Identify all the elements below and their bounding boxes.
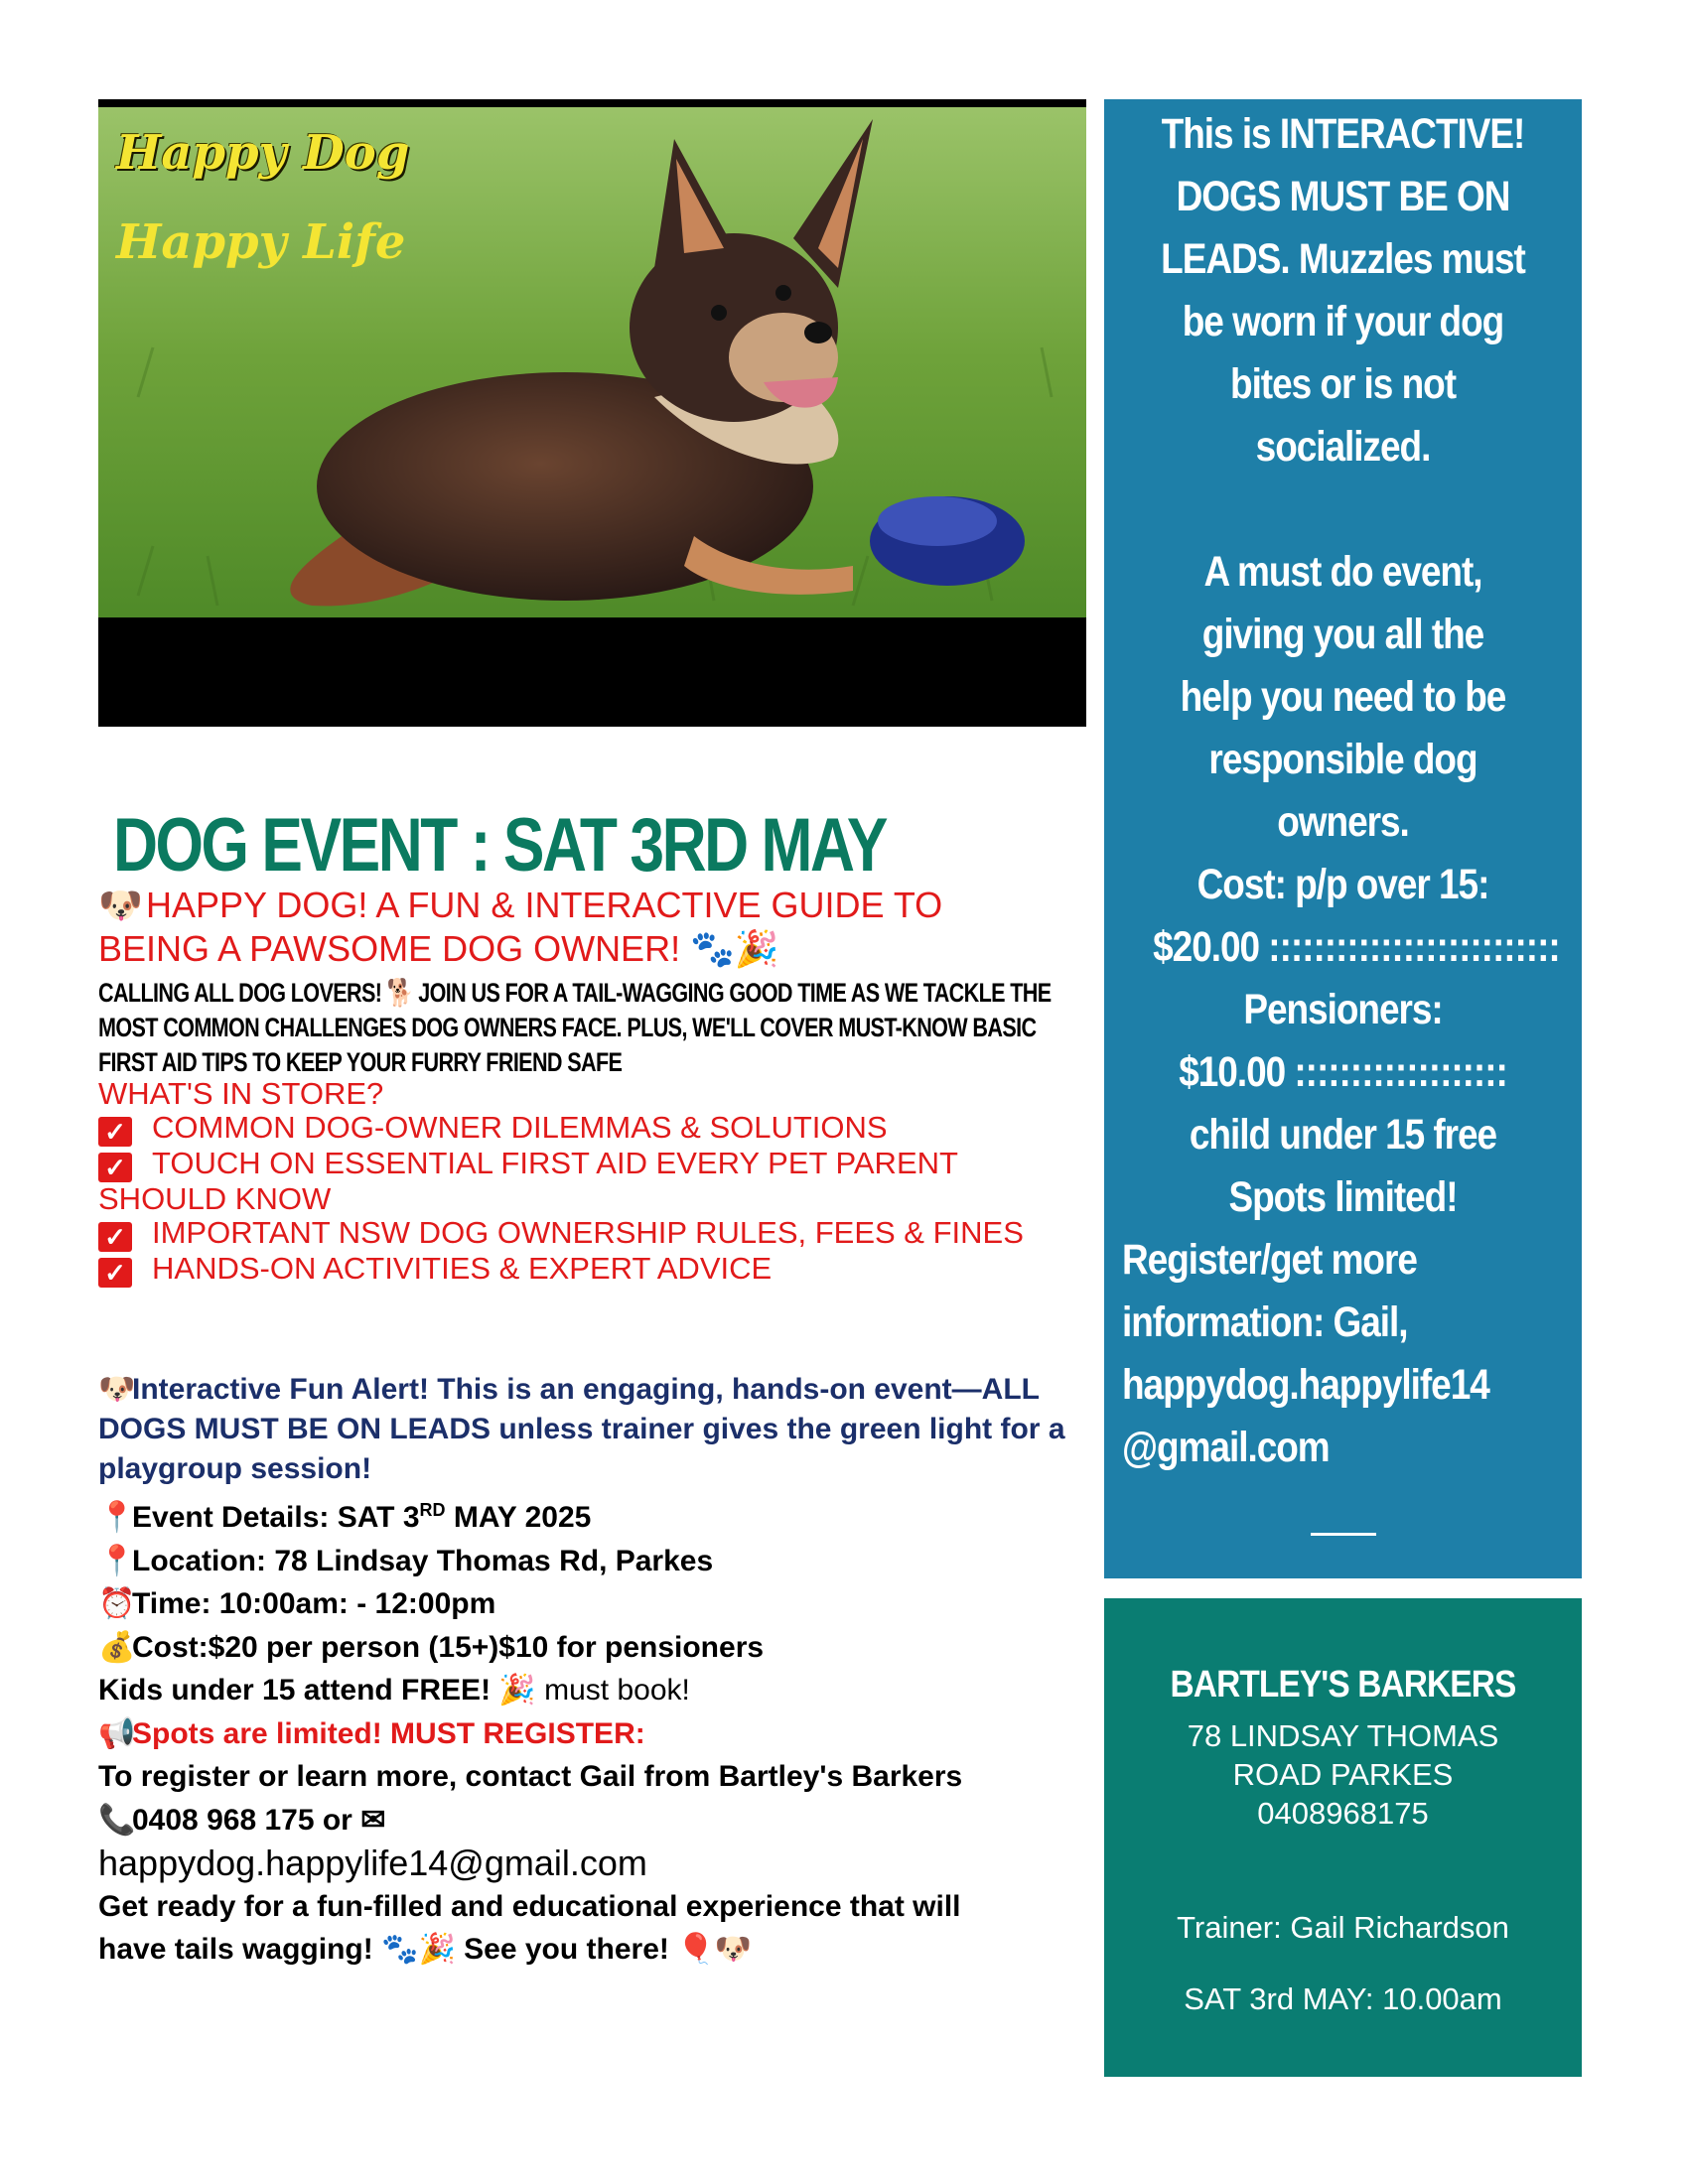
details-year: MAY 2025 bbox=[445, 1501, 592, 1534]
whats-in-store bbox=[98, 1077, 1081, 1288]
checkmark-icon: ✓ bbox=[98, 1222, 132, 1252]
panel-line: be worn if your dog bbox=[1182, 298, 1504, 345]
phone-text[interactable]: 0408 968 175 or bbox=[132, 1803, 352, 1837]
kids-must-book: must book! bbox=[544, 1674, 690, 1706]
headline-line2: BEING A PAWSOME DOG OWNER! bbox=[98, 928, 681, 969]
event-photo bbox=[98, 99, 1086, 727]
date-suffix: RD bbox=[419, 1500, 446, 1520]
register-row bbox=[98, 1755, 1091, 1799]
time-row bbox=[98, 1582, 1091, 1626]
info-panel bbox=[1104, 99, 1582, 1578]
event-title: DOG EVENT : SAT 3RD MAY bbox=[113, 803, 886, 887]
panel-line: @gmail.com bbox=[1122, 1424, 1330, 1471]
envelope-icon: ✉ bbox=[360, 1803, 386, 1837]
money-bag-icon: 💰 bbox=[98, 1630, 136, 1664]
balloon-dog-icon: 🎈 bbox=[677, 1933, 715, 1966]
list-item-text: TOUCH ON ESSENTIAL FIRST AID EVERY PET PARENT SHOULD KNOW bbox=[98, 1146, 958, 1216]
panel-line: giving you all the bbox=[1201, 611, 1484, 658]
panel-line: bites or is not bbox=[1230, 360, 1456, 408]
panel-divider bbox=[1311, 1533, 1376, 1536]
time-text: Time: 10:00am: - 12:00pm bbox=[132, 1587, 496, 1620]
panel-spacer bbox=[1153, 478, 1533, 541]
list-item bbox=[98, 1252, 1081, 1288]
paw-prints-icon: 🐾 bbox=[690, 928, 735, 969]
dog-icon: 🐕 bbox=[386, 978, 413, 1008]
panel-line: Register/get more bbox=[1122, 1236, 1417, 1284]
panel-line: $20.00 :::::::::::::::::::::::::: bbox=[1153, 923, 1560, 971]
calling-text: CALLING ALL DOG LOVERS! bbox=[98, 978, 382, 1008]
party-popper-icon: 🎉 bbox=[734, 928, 779, 969]
location-text: Location: 78 Lindsay Thomas Rd, Parkes bbox=[132, 1544, 714, 1577]
trainer-name: Trainer: Gail Richardson bbox=[1177, 1910, 1509, 1945]
address-line2: ROAD PARKES bbox=[1232, 1757, 1454, 1792]
alarm-clock-icon: ⏰ bbox=[98, 1587, 136, 1620]
panel-line: A must do event, bbox=[1203, 548, 1482, 596]
dog-face-icon: 🐶 bbox=[98, 885, 143, 925]
panel-line: LEADS. Muzzles must bbox=[1161, 235, 1525, 283]
pin-icon: 📍 bbox=[98, 1544, 136, 1577]
spots-row bbox=[98, 1712, 1091, 1756]
dog-face-icon: 🐶 bbox=[98, 1373, 136, 1406]
panel-line: information: Gail, bbox=[1122, 1298, 1408, 1346]
paw-prints-icon: 🐾 bbox=[381, 1933, 419, 1966]
list-item bbox=[98, 1111, 1081, 1147]
cost-row bbox=[98, 1626, 1091, 1670]
closing-row-1 bbox=[98, 1885, 1091, 1929]
list-item bbox=[98, 1147, 1081, 1216]
details-date: Event Details: SAT 3 bbox=[132, 1501, 420, 1534]
dog-photo-illustration bbox=[98, 99, 1086, 727]
address-line1: 78 LINDSAY THOMAS bbox=[1187, 1718, 1499, 1753]
contact-panel bbox=[1104, 1598, 1582, 2077]
panel-line: Cost: p/p over 15: bbox=[1196, 861, 1489, 908]
cost-text: Cost:$20 per person (15+)$10 for pensioners bbox=[132, 1630, 765, 1664]
register-text: To register or learn more, contact Gail from Bartley's Barkers bbox=[98, 1760, 963, 1793]
pin-icon: 📍 bbox=[98, 1501, 136, 1534]
event-when: SAT 3rd MAY: 10.00am bbox=[1184, 1981, 1502, 2016]
event-headline bbox=[98, 884, 1071, 971]
checkmark-icon: ✓ bbox=[98, 1117, 132, 1147]
business-name: BARTLEY'S BARKERS bbox=[1170, 1664, 1516, 1706]
interactive-alert bbox=[98, 1370, 1081, 1489]
event-details bbox=[98, 1489, 1091, 1972]
closing-row-2 bbox=[98, 1928, 1091, 1972]
panel-line: responsible dog bbox=[1208, 736, 1477, 783]
phone-icon: 📞 bbox=[98, 1803, 136, 1837]
list-item-text: HANDS-ON ACTIVITIES & EXPERT ADVICE bbox=[152, 1251, 773, 1286]
panel-line: help you need to be bbox=[1180, 673, 1506, 721]
store-heading: WHAT'S IN STORE? bbox=[98, 1076, 384, 1111]
closing-text-3: See you there! bbox=[464, 1933, 669, 1966]
phone-row bbox=[98, 1799, 1091, 1843]
panel-line: happydog.happylife14 bbox=[1122, 1361, 1489, 1409]
checkmark-icon: ✓ bbox=[98, 1258, 132, 1288]
party-popper-icon: 🎉 bbox=[418, 1933, 456, 1966]
megaphone-icon: 📢 bbox=[98, 1716, 136, 1750]
panel-line: child under 15 free bbox=[1189, 1111, 1497, 1159]
intro-paragraph bbox=[98, 976, 1075, 1080]
panel-line: $10.00 ::::::::::::::::::: bbox=[1179, 1048, 1507, 1096]
panel-line: DOGS MUST BE ON bbox=[1176, 173, 1510, 220]
contact-phone: 0408968175 bbox=[1257, 1796, 1429, 1831]
list-item bbox=[98, 1216, 1081, 1252]
closing-text-2: have tails wagging! bbox=[98, 1933, 373, 1966]
spots-text: Spots are limited! MUST REGISTER: bbox=[132, 1716, 645, 1750]
panel-line: This is INTERACTIVE! bbox=[1161, 110, 1525, 158]
email-row bbox=[98, 1842, 1091, 1885]
closing-text: Get ready for a fun-filled and educational experience that will bbox=[98, 1889, 961, 1923]
party-popper-icon: 🎉 bbox=[498, 1674, 536, 1706]
panel-line: socialized. bbox=[1255, 423, 1431, 471]
location-row bbox=[98, 1540, 1091, 1583]
list-item-text: IMPORTANT NSW DOG OWNERSHIP RULES, FEES & FINES bbox=[152, 1215, 1024, 1250]
details-row bbox=[98, 1489, 1091, 1540]
dog-face-icon: 🐶 bbox=[714, 1933, 752, 1966]
headline-line1: HAPPY DOG! A FUN & INTERACTIVE GUIDE TO bbox=[146, 885, 943, 925]
list-item-text: COMMON DOG-OWNER DILEMMAS & SOLUTIONS bbox=[152, 1110, 888, 1145]
email-link[interactable]: happydog.happylife14@gmail.com bbox=[98, 1843, 647, 1883]
photo-caption-line1: Happy Dog bbox=[116, 125, 410, 181]
alert-text: Interactive Fun Alert! This is an engaging, hands-on event—ALL DOGS MUST BE ON LEADS unless trainer gives the green light for a playgroup session! bbox=[98, 1373, 1065, 1485]
kids-text: Kids under 15 attend FREE! bbox=[98, 1674, 492, 1706]
panel-line: Spots limited! bbox=[1228, 1173, 1458, 1221]
calling-text-2: JOIN US FOR A TAIL-WAGGING GOOD TIME AS WE TACKLE THE MOST COMMON CHALLENGES DOG OWNERS FACE. PLUS, WE'LL COVER MUST-KNOW BASIC FIRST AID TIPS TO KEEP YOUR FURRY FRIEND SAFE bbox=[98, 978, 1052, 1077]
kids-row bbox=[98, 1669, 1091, 1712]
checkmark-icon: ✓ bbox=[98, 1153, 132, 1182]
panel-line: owners. bbox=[1277, 798, 1409, 846]
photo-caption-line2: Happy Life bbox=[116, 214, 406, 270]
panel-line: Pensioners: bbox=[1243, 986, 1443, 1033]
